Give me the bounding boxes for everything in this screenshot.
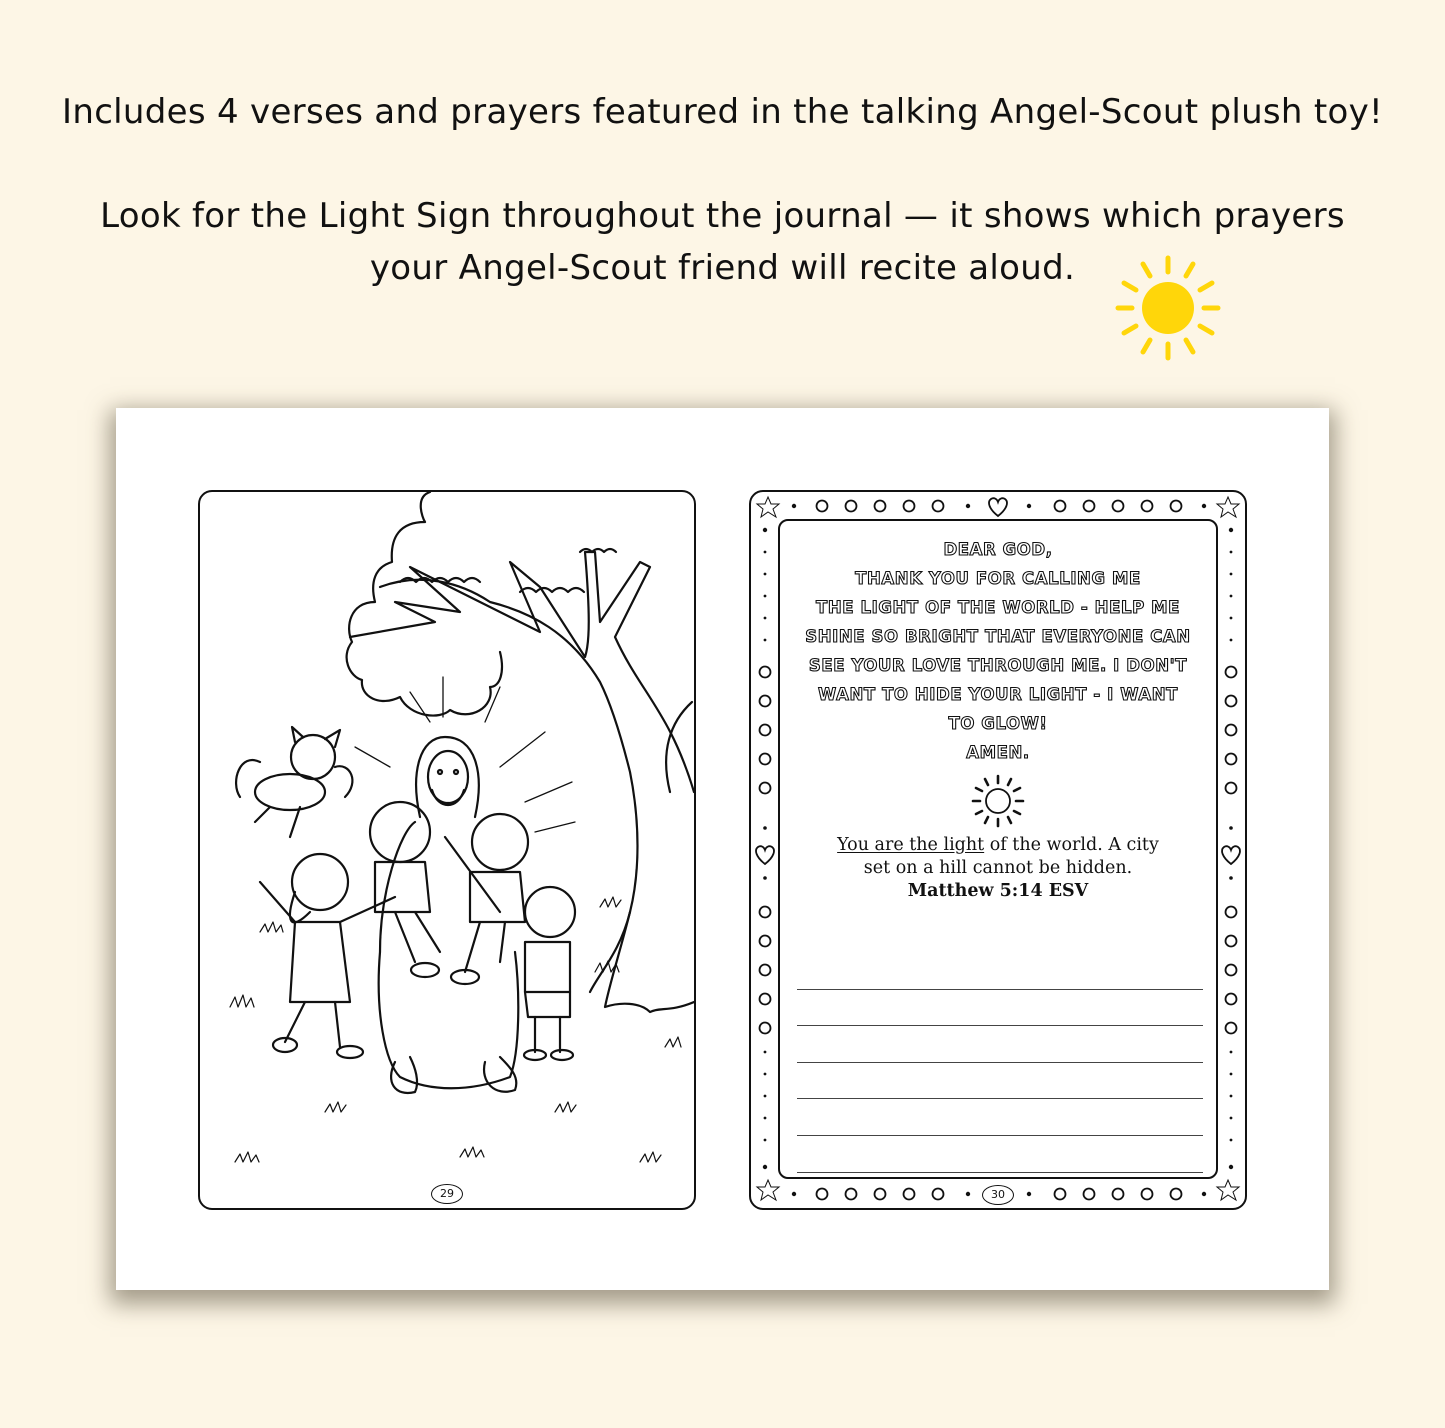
prayer-line: THANK YOU FOR CALLING ME [855,569,1141,588]
prayer-line: SHINE SO BRIGHT THAT EVERYONE CAN [805,627,1191,646]
prayer-frame [778,519,1218,1179]
verse-underlined: You are the light [837,835,985,855]
journal-writing-lines [797,953,1203,1173]
writing-line [797,990,1203,1027]
prayer-line: WANT TO HIDE YOUR LIGHT - I WANT [818,685,1178,704]
sun-icon [1112,252,1224,364]
prayer-line: SEE YOUR LOVE THROUGH ME. I DON'T [808,656,1188,675]
verse-text: set on a hill cannot be hidden. [863,858,1133,878]
coloring-illustration [200,492,694,1208]
intro-headline: Includes 4 verses and prayers featured in the talking Angel-Scout plush toy! [62,92,1383,132]
heart-icon [989,498,1007,516]
coloring-page [198,490,696,1210]
light-sign-note-line2: your Angel-Scout friend will recite aloud. [369,248,1076,288]
writing-line [797,953,1203,990]
light-sign-note-line1: Look for the Light Sign throughout the journal — it shows which prayers [100,196,1345,236]
prayer-line: TO GLOW! [948,714,1048,733]
verse-reference: Matthew 5:14 ESV [907,881,1089,901]
sun-outline-icon [970,773,1026,829]
page-number-right: 30 [982,1185,1014,1205]
writing-line [797,1063,1203,1100]
writing-line [797,1136,1203,1173]
prayer-text [780,535,1216,767]
writing-line [797,1099,1203,1136]
prayer-line: THE LIGHT OF THE WORLD - HELP ME [815,598,1180,617]
verse-text: of the world. A city [984,835,1159,855]
prayer-line: DEAR GOD, [943,540,1053,559]
writing-line [797,1026,1203,1063]
bible-verse [780,834,1216,903]
prayer-page [749,490,1247,1210]
prayer-line: AMEN. [966,743,1030,762]
page-number-left: 29 [431,1184,463,1204]
